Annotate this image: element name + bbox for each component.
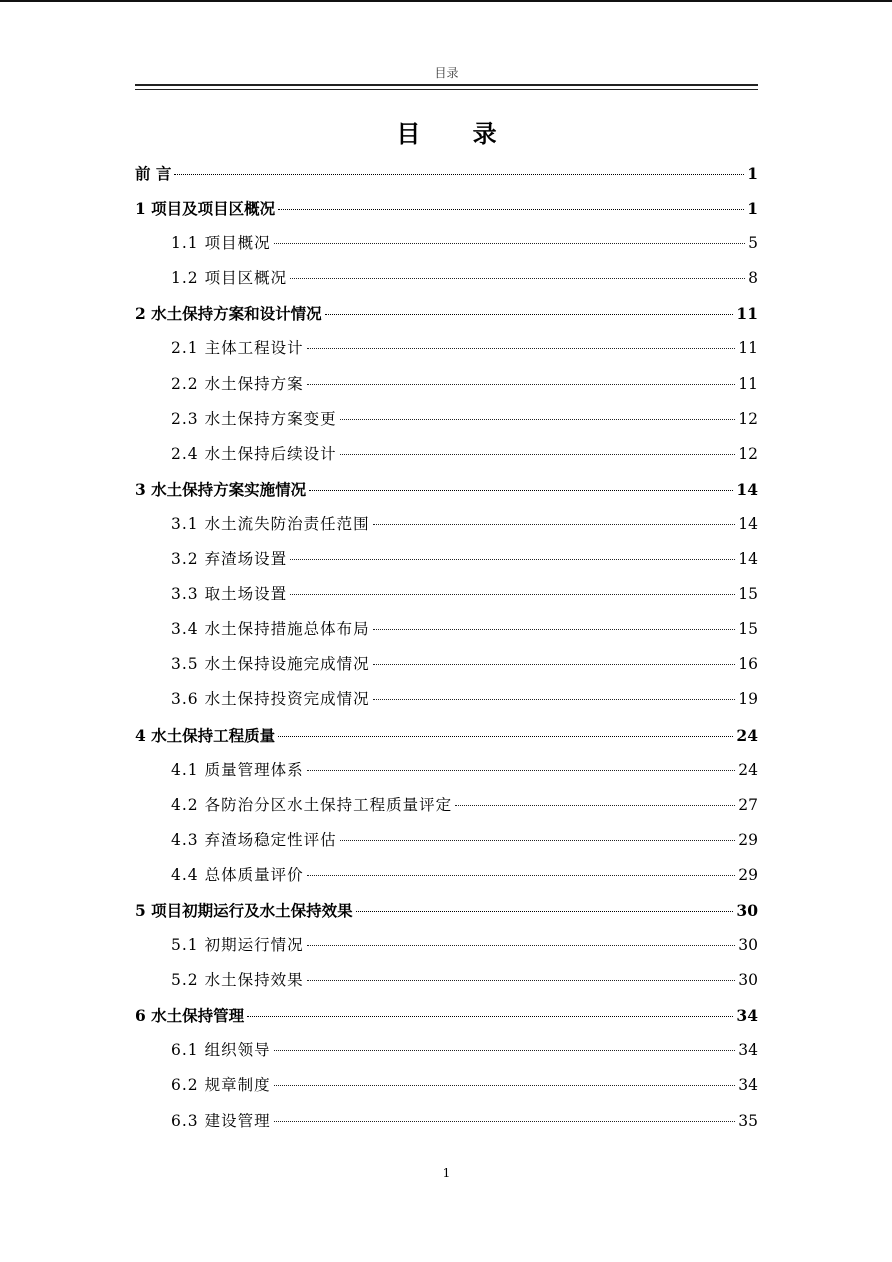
toc-entry-page: 35: [738, 1111, 758, 1130]
toc-entry-page: 30: [738, 971, 758, 990]
toc-dot-leader: [340, 840, 736, 841]
toc-entry-page: 29: [738, 865, 758, 884]
toc-entry-title: 5.2 水土保持效果: [171, 971, 304, 990]
toc-dot-leader: [278, 209, 744, 210]
header-double-rule: [135, 84, 758, 90]
toc-dot-leader: [247, 1016, 733, 1017]
toc-entry-title: 2.4 水土保持后续设计: [171, 444, 337, 463]
toc-entry-title: 5.1 初期运行情况: [171, 936, 304, 955]
toc-section-entry[interactable]: [135, 402, 758, 437]
toc-dot-leader: [274, 243, 746, 244]
toc-section-entry[interactable]: [135, 507, 758, 542]
toc-dot-leader: [274, 1121, 736, 1122]
toc-chapter-entry[interactable]: [135, 191, 758, 226]
toc-dot-leader: [356, 911, 734, 912]
toc-entry-page: 34: [736, 1006, 758, 1026]
page-number: 1: [442, 1166, 451, 1180]
toc-dot-leader: [290, 278, 745, 279]
toc-entry-page: 16: [738, 655, 758, 674]
toc-entry-page: 11: [738, 339, 758, 358]
toc-dot-leader: [274, 1050, 736, 1051]
toc-section-entry[interactable]: [135, 647, 758, 682]
toc-entry-page: 1: [747, 164, 758, 183]
toc-entry-page: 29: [738, 830, 758, 849]
toc-chapter-entry[interactable]: [135, 718, 758, 753]
toc-entry-title: 3.6 水土保持投资完成情况: [171, 690, 370, 709]
toc-entry-title: 6 水土保持管理: [135, 1006, 245, 1026]
toc-entry-page: 19: [738, 690, 758, 709]
toc-entry-page: 8: [748, 269, 758, 288]
toc-section-entry[interactable]: [135, 1104, 758, 1139]
toc-entry-title: 1.1 项目概况: [171, 234, 271, 253]
toc-chapter-entry[interactable]: [135, 472, 758, 507]
toc-title: 目 录: [396, 119, 519, 148]
toc-entry-title: 1.2 项目区概况: [171, 269, 288, 288]
toc-section-entry[interactable]: [135, 612, 758, 647]
toc-section-entry[interactable]: [135, 858, 758, 893]
toc-entry-title: 3.5 水土保持设施完成情况: [171, 655, 370, 674]
toc-dot-leader: [274, 1085, 736, 1086]
toc-chapter-entry[interactable]: [135, 156, 758, 191]
toc-entry-title: 4.1 质量管理体系: [171, 760, 304, 779]
toc-section-entry[interactable]: [135, 753, 758, 788]
toc-entry-title: 1 项目及项目区概况: [135, 199, 276, 219]
toc-dot-leader: [290, 594, 735, 595]
toc-section-entry[interactable]: [135, 577, 758, 612]
toc-entry-title: 4 水土保持工程质量: [135, 725, 276, 745]
toc-entry-title: 5 项目初期运行及水土保持效果: [135, 900, 353, 920]
toc-entry-page: 14: [736, 479, 758, 499]
toc-chapter-entry[interactable]: [135, 998, 758, 1033]
toc-dot-leader: [307, 770, 736, 771]
toc-dot-leader: [373, 664, 736, 665]
toc-entry-page: 5: [748, 234, 758, 253]
toc-entry-title: 2 水土保持方案和设计情况: [135, 304, 322, 324]
top-border: [0, 0, 892, 2]
toc-section-entry[interactable]: [135, 331, 758, 366]
toc-chapter-entry[interactable]: [135, 296, 758, 331]
toc-entry-title: 4.2 各防治分区水土保持工程质量评定: [171, 795, 453, 814]
toc-entry-page: 12: [738, 409, 758, 428]
toc-dot-leader: [373, 629, 736, 630]
toc-dot-leader: [307, 348, 736, 349]
toc-dot-leader: [307, 945, 736, 946]
toc-section-entry[interactable]: [135, 682, 758, 717]
toc-entry-page: 15: [738, 620, 758, 639]
toc-section-entry[interactable]: [135, 261, 758, 296]
toc-dot-leader: [307, 875, 736, 876]
toc-entry-title: 4.4 总体质量评价: [171, 865, 304, 884]
toc-dot-leader: [340, 419, 736, 420]
toc-entry-page: 12: [738, 444, 758, 463]
toc-section-entry[interactable]: [135, 788, 758, 823]
toc-chapter-entry[interactable]: [135, 893, 758, 928]
toc-section-entry[interactable]: [135, 1033, 758, 1068]
toc-dot-leader: [373, 699, 736, 700]
toc-section-entry[interactable]: [135, 963, 758, 998]
toc-entry-page: 34: [738, 1076, 758, 1095]
toc-dot-leader: [340, 454, 736, 455]
toc-entry-page: 1: [747, 199, 758, 219]
running-header: 目录: [434, 66, 459, 80]
toc-entry-title: 6.2 规章制度: [171, 1076, 271, 1095]
toc-section-entry[interactable]: [135, 928, 758, 963]
toc-entry-page: 11: [738, 374, 758, 393]
toc-entry-title: 4.3 弃渣场稳定性评估: [171, 830, 337, 849]
toc-entry-page: 14: [738, 550, 758, 569]
toc-entry-title: 6.1 组织领导: [171, 1041, 271, 1060]
toc-dot-leader: [309, 490, 733, 491]
toc-dot-leader: [174, 174, 744, 175]
toc-entry-page: 34: [738, 1041, 758, 1060]
toc-entry-title: 2.2 水土保持方案: [171, 374, 304, 393]
toc-section-entry[interactable]: [135, 823, 758, 858]
toc-entry-title: 6.3 建设管理: [171, 1111, 271, 1130]
toc-dot-leader: [455, 805, 735, 806]
toc-entry-page: 24: [736, 725, 758, 745]
toc-entry-page: 30: [736, 900, 758, 920]
toc-section-entry[interactable]: [135, 437, 758, 472]
toc-entry-title: 2.1 主体工程设计: [171, 339, 304, 358]
toc-entry-title: 3.3 取土场设置: [171, 585, 288, 604]
toc-entry-page: 27: [738, 795, 758, 814]
toc-entry-page: 30: [738, 936, 758, 955]
toc-section-entry[interactable]: [135, 542, 758, 577]
toc-entry-page: 11: [736, 304, 758, 324]
toc-section-entry[interactable]: [135, 367, 758, 402]
toc-entry-page: 15: [738, 585, 758, 604]
toc-dot-leader: [278, 736, 733, 737]
toc-dot-leader: [290, 559, 735, 560]
toc-entry-title: 3.1 水土流失防治责任范围: [171, 514, 370, 533]
toc-entry-title: 3.2 弃渣场设置: [171, 550, 288, 569]
toc-section-entry[interactable]: [135, 226, 758, 261]
toc-entry-title: 3 水土保持方案实施情况: [135, 479, 307, 499]
toc-entry-page: 24: [738, 760, 758, 779]
toc-entry-title: 2.3 水土保持方案变更: [171, 409, 337, 428]
toc-dot-leader: [325, 314, 734, 315]
toc-dot-leader: [373, 524, 736, 525]
toc-entry-page: 14: [738, 514, 758, 533]
toc-entry-title: 前 言: [135, 164, 172, 183]
table-of-contents: [135, 156, 758, 1139]
toc-dot-leader: [307, 384, 736, 385]
toc-entry-title: 3.4 水土保持措施总体布局: [171, 620, 370, 639]
toc-dot-leader: [307, 980, 736, 981]
toc-section-entry[interactable]: [135, 1068, 758, 1103]
